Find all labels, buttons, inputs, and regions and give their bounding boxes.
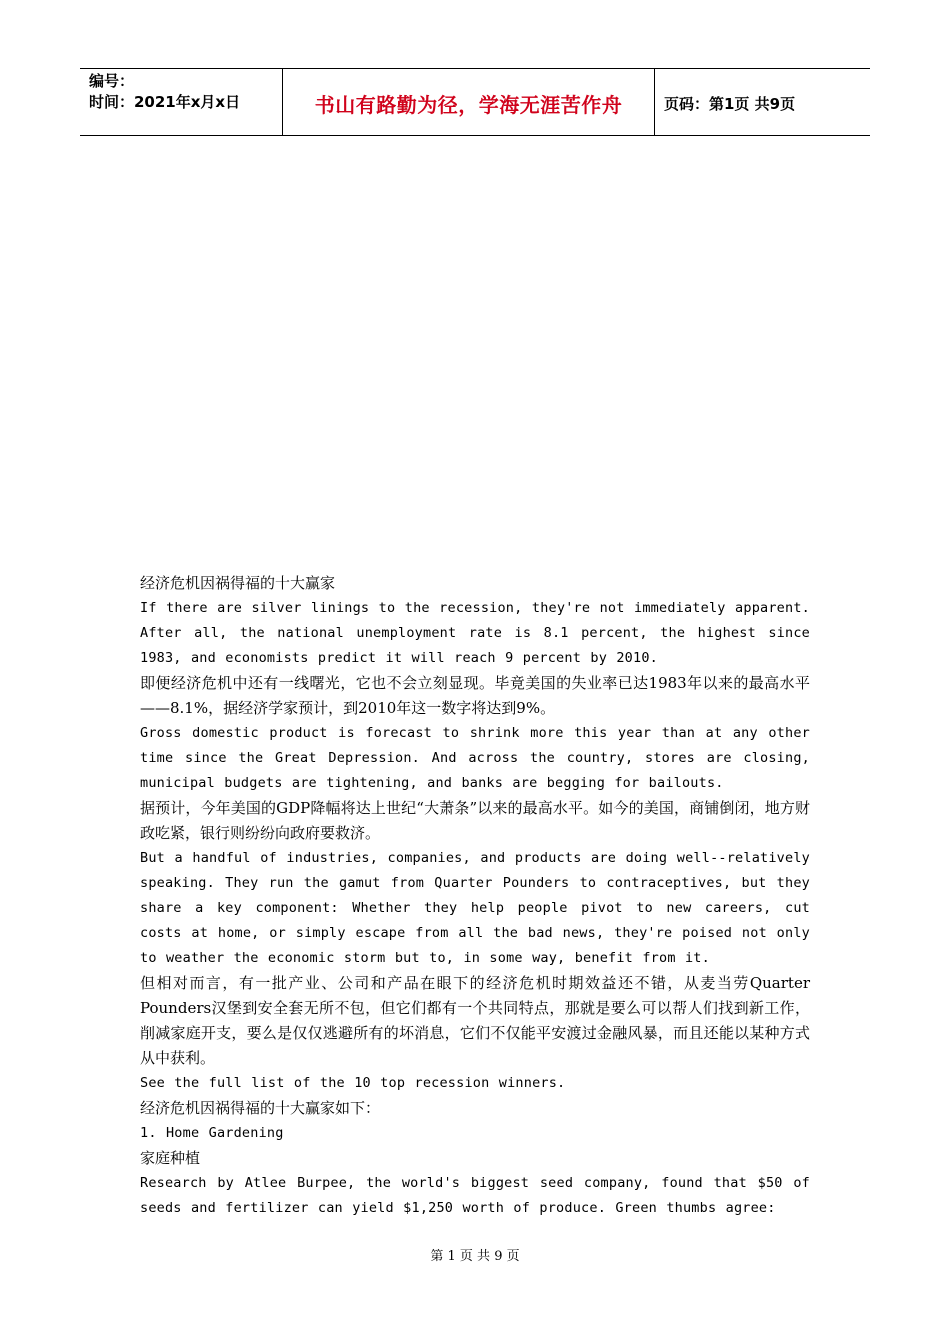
document-number-label: 编号： — [89, 72, 135, 90]
header-divider-right — [654, 69, 655, 136]
paragraph-chinese: 家庭种植 — [140, 1149, 201, 1167]
paragraph-chinese: 经济危机因祸得福的十大赢家 — [140, 574, 336, 592]
paragraph-english: But a handful of industries, companies, and products are doing well--relatively speaking. They run the gamut from Quarter Pounders to contraceptives, but they share a key component: Whether they help people pivot to new careers, cut costs at home, or simply escape from all the bad news, they're poised not only to weather the economic storm but to, in some way, benefit from it. — [140, 850, 810, 966]
header-page-info: 页码：第1页 共9页 — [664, 95, 796, 113]
paragraph-english: See the full list of the 10 top recession winners. — [140, 1075, 566, 1091]
page-header — [80, 68, 870, 136]
paragraph-english: If there are silver linings to the recession, they're not immediately apparent. After all, the national unemployment rate is 8.1 percent, the highest since 1983, and economists predict it will reach 9 percent by 2010. — [140, 600, 810, 666]
paragraph-chinese: 即便经济危机中还有一线曙光，它也不会立刻显现。毕竟美国的失业率已达1983年以来的最高水平——8.1%，据经济学家预计，到2010年这一数字将达到9%。 — [140, 674, 810, 717]
document-time-label: 时间：2021年x月x日 — [89, 93, 241, 111]
page-footer: 第 1 页 共 9 页 — [430, 1249, 520, 1264]
paragraph-english: Research by Atlee Burpee, the world's biggest seed company, found that $50 of seeds and fertilizer can yield $1,250 worth of produce. Green thumbs agree: — [140, 1175, 810, 1216]
paragraph-english: Gross domestic product is forecast to shrink more this year than at any other time since the Great Depression. And across the country, stores are closing, municipal budgets are tightening, and banks are begging for bailouts. — [140, 725, 810, 791]
paragraph-chinese: 经济危机因祸得福的十大赢家如下： — [140, 1099, 381, 1117]
paragraph-chinese: 但相对而言，有一批产业、公司和产品在眼下的经济危机时期效益还不错，从麦当劳Quarter Pounders汉堡到安全套无所不包，但它们都有一个共同特点，那就是要么可以帮人们找到新工作，削减家庭开支，要么是仅仅逃避所有的坏消息，它们不仅能平安渡过金融风暴，而且还能以某种方式从中获利。 — [140, 974, 810, 1067]
paragraph-chinese: 据预计，今年美国的GDP降幅将达上世纪“大萧条”以来的最高水平。如今的美国，商铺倒闭，地方财政吃紧，银行则纷纷向政府要救济。 — [140, 799, 810, 842]
document-body — [140, 571, 810, 1221]
paragraph-english: 1. Home Gardening — [140, 1125, 284, 1141]
header-meta — [89, 71, 279, 113]
header-motto: 书山有路勤为径，学海无涯苦作舟 — [314, 93, 623, 117]
